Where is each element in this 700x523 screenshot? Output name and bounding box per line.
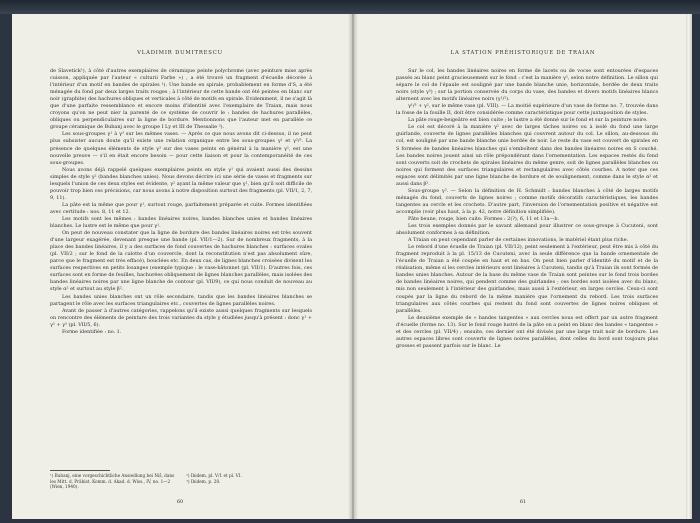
paragraph: Sur le col, les bandes linéaires noires en forme de lacets ou de vocse sont entourées d'espaces passés au blanc peint gracieusement sur le fond : c'est la manière γ², selon notre définition. Le sillon qui sépare le col de l'épaule est souligné par une bande blanche unie, horizontale, bordée de deux traits noirs (style γ³) ; sur la portion conservée du corps du vase, des bandes et divers motifs linéaires blancs alternent avec les motifs linéaires noirs (γ¹/²).	[396, 68, 658, 103]
page-edge	[686, 14, 692, 519]
paragraph: La pâte est la même que pour γ¹, surtout rouge, parfaitement préparée et cuite. Formes identifiées avec certitude : nos. 8, 11 et 12.	[50, 201, 312, 215]
footnotes-column-left	[50, 473, 176, 490]
footnote: ³) Ibidem, p. 28.	[186, 478, 221, 484]
paragraph: Pâte beune, rouge, bien cuite. Formes : 2(?), 6, 11 et 13a—b.	[408, 215, 560, 222]
paragraph: Sous-groupe γ². — Selon la définition de H. Schmidt : bandes blanches à côté de larges motifs ménagés du fond, couverts de lignes noires ; comme motifs décoratifs caractéristiques, les bandes tangentes au cercle et les crochets. D'autre part, l'inversion de l'ornementation positive et négative est accomplie (voir plus haut, à la p. 42, notre définition simplifiée).	[396, 187, 658, 215]
running-head: LA STATION PRÉHISTORIQUE DE TRAIAN	[450, 50, 596, 56]
footnotes-column-right	[186, 473, 312, 490]
paragraph: Avant de passer à d'autres catégories, rappelons qu'il existe aussi quelques fragments sur lesquels on rencontre des éléments de peinture des trois variantes du style γ étudiées jusqu'à présent : donc γ¹ + γ² + γ³ (pl. VII/5, 6).	[50, 307, 312, 328]
footnote: ²) Ibidem, pl. V/1 et pl. VI.	[186, 473, 242, 478]
body-text	[396, 68, 658, 350]
right-page	[358, 14, 688, 519]
book-spread	[12, 14, 688, 519]
paragraph: On peut de nouveau constater que la ligne de bordure des bandes linéaires noires est très souvent d'une largeur exagérée, devenant presque une bande (pl. VII/1—2). Sur de nombreux fragments, à la place des bandes linéaires, il y a des surfaces de fond couvertes de hachures blanches : surfaces ovales (pl. VII/2 ; sur le fond de la calotte d'un couvercle, dont la reconstitution n'est pas absolument sûre, parce que le fragment est très effacé), bouclées etc. En deux cas, de lignes blanches croisées divisent les surfaces respectives en petits losanges (exemple typique : le vase-bâtonnet (pl. VII/1). D'autres fois, ces surfaces sont en forme de feuilles, hachurées obliquement de lignes blanches parallèles, mais isolées des bandes linéaires noires par une ligne blanche de contour (pl. VII/9), ce qui nous conduit de nouveau au style α² et surtout au style β².	[50, 230, 312, 293]
paragraph: γ¹/³ + γ², sur le même vase (pl. VIII). — La moitié supérieure d'un vase de forme no. 7, trouvée dans la fosse de la fouille II, doit être considérée comme caractéristique pour cette juxtaposition de styles.	[396, 103, 658, 117]
page-number: 60	[176, 499, 184, 505]
footnote-rule	[50, 470, 110, 471]
paragraph: Le col est décoré à la manière γ² avec de larges tâches noires ou à isolé du fond une large guirlande, couverte de lignes parallèles blanches qui couvrent autour du col. Le sillon, au-dessous du col, est souligné par une bande blanche unie bordée de noir. Le reste du vase est couvert de spirales en S formées de bandes linéaires blanches qui s'emboîtent dans des bandes linéaires noires en S couché. Les bandes noires jouent ainsi un rôle prépondérant dans l'ornementation. Les espaces restés du fond sont couverts soit de crochets de spirales linéaires du même genre, soit de lignes parallèles blanches ou noires qui forment des surfaces triangulaires et rectangulaires avec côtés courbes. A noter que ces espaces sont délimités par une ligne blanche de bordure et de soulignement, comme dans le style α² et aussi dans β².	[396, 124, 658, 187]
book-gutter	[348, 14, 358, 519]
paragraph: Le rebord d'une écuelle de Traian (pl. VII/12), peint seulement à l'extérieur, peut être mis à côté du fragment reproduit à la pl. 15/13 de Cucuteni, avec la seule différence que la bande ornementale de l'écuelle de Traian a été coupée en haut et en bas. On peut bien parler d'identité du motif et de la réalisation, même si les cercles intérieurs sont linéaires à Cucuteni, tandis qu'à Traian ils sont formés de bandes unies blanches. Autour de la base du même vase de Traian sont peintes sur le fond trois bordes de bandes linéaires noires, qui pendent comme des guirlandes ; ces bordes sont isolées avec du blanc, mis non seulement à l'intérieur des guirlandes, mais aussi à l'extérieur, en larges cercles. Ceux-ci sont coupés par la ligne du rebord de la même manière que l'ornement du rebord. Les trois surfaces triangulaires aux côtés courbes qui restent du fond sont couvertes de lignes noires obliques et parallèles.	[396, 244, 658, 314]
running-head: VLADIMIR DUMITRESCU	[137, 50, 223, 56]
body-text	[50, 68, 312, 336]
page-number: 61	[519, 499, 527, 505]
paragraph: Forme identifiée : no. 1.	[62, 328, 122, 335]
scanner-background	[0, 0, 700, 14]
footnote: ¹) Bubanj, eine vorgeschichtliche Ansiedlung bei Niš, dans les Mitt. d. Prähist. Komm. d. Akad. d. Wiss., IV, no. 1—2 (Wien, 1940).	[50, 473, 175, 490]
paragraph: Les motifs sont les mêmes : bandes linéaires noires, bandes blanches unies et bandes linéaires blanches. Le lustre est le même que pour γ¹.	[50, 215, 312, 230]
footnotes	[50, 473, 312, 490]
paragraph: Le deuxième exemple de « bandes tangentes » aux cercles nous est offert par un autre fragment d'écuelle (forme no. 13). Sur le fond rouge lustré de la pâte on a peint en blanc des bandes « tangentes » et des cercles (pl. VII/4) ; ensuite, ces dernier ont été divisés par une large trait noir de bordure. Les autres espaces libres sont couverts de lignes noires parallèles, dont celles du bord sont toujours plus grosses et passent parfois sur le blanc. Le	[396, 314, 658, 349]
paragraph: Les sous-groupes γ¹ à γ³ sur les mêmes vases. — Après ce que nous avons dit ci-dessus, il ne peut plus subsister aucun doute qu'il existe une relation organique entre les sous-groupes γ¹ et γ²/³. La présence de quelques éléments de style γ² sur des vases peints en général à la manière γ¹, est une nouvelle preuve — s'il en était encore besoin — pour cette liaison et pour la contemporanéité de ces sous-groupes.	[50, 131, 312, 166]
paragraph: Les bandes unies blanches ont un rôle secondaire, tandis que les bandes linéaires blanches se partagent le rôle avec les surfaces triangulaires etc., couvertes de lignes parallèles noires.	[50, 293, 312, 307]
paragraph: Les trois exemples donnés par le savant allemand pour illustrer ce sous-groupe à Cucuteni, sont absolument conformes à sa définition.	[396, 223, 658, 237]
left-page	[12, 14, 348, 519]
paragraph: A Traian on peut cependant parler de certaines innovations, le matériel étant plus riche.	[408, 237, 629, 244]
paragraph: La pâte rouge-beigeâtre est bien cuite ; le lustre a été donné sur le fond et sur la peinture noire.	[408, 117, 648, 124]
paragraph: Nous avons déjà rappelé quelques exemplaires peints en style γ¹ qui avaient aussi des dessins simples de style γ² (bandes blanches unies). Nous devons décrire ici une série de vases et fragments sur lesquels l'union de ces deux styles est évidente, γ² ayant la même valeur que γ¹, bien qu'il soit difficile de pouvoir trop bien ces précisions, car nous avons à notre disposition surtout des fragments (pl. VII/1, 2, 7, 9, 11).	[50, 166, 312, 201]
paragraph: de Slavetick¹), à côté d'autres exemplaires de céramique peinte polychrome (avec peinture mise après cuisson, appliquée par l'auteur « culturii Farbe ») , a été trouvé un fragment d'écuelle décorée à l'intérieur d'un motif en bandes de spirales ¹). Une bande en spirale, probablement en forme d'S, a été ménagée du fond par deux larges traits rouges ; à l'intérieur de cette bande ont été peintes en blanc sur noir (graphite) des hachures obliques et verticales à côté de motifs en spirale. Evidemment, il ne s'agit là que d'une parfaite ressemblance et encore moins d'identité avec l'exemplaire de Traian, mais nous croyons qu'on ne peut nier la parenté de ce système de couvrir le : bandes de hachures parallèles, obliques ou perpendiculaires sur la ligne de bordure. Mentionnons que l'auteur met en parallèle ce groupe céramique de Bubanj avec le groupe I Ly et III de Thessalie ²).	[50, 68, 312, 131]
